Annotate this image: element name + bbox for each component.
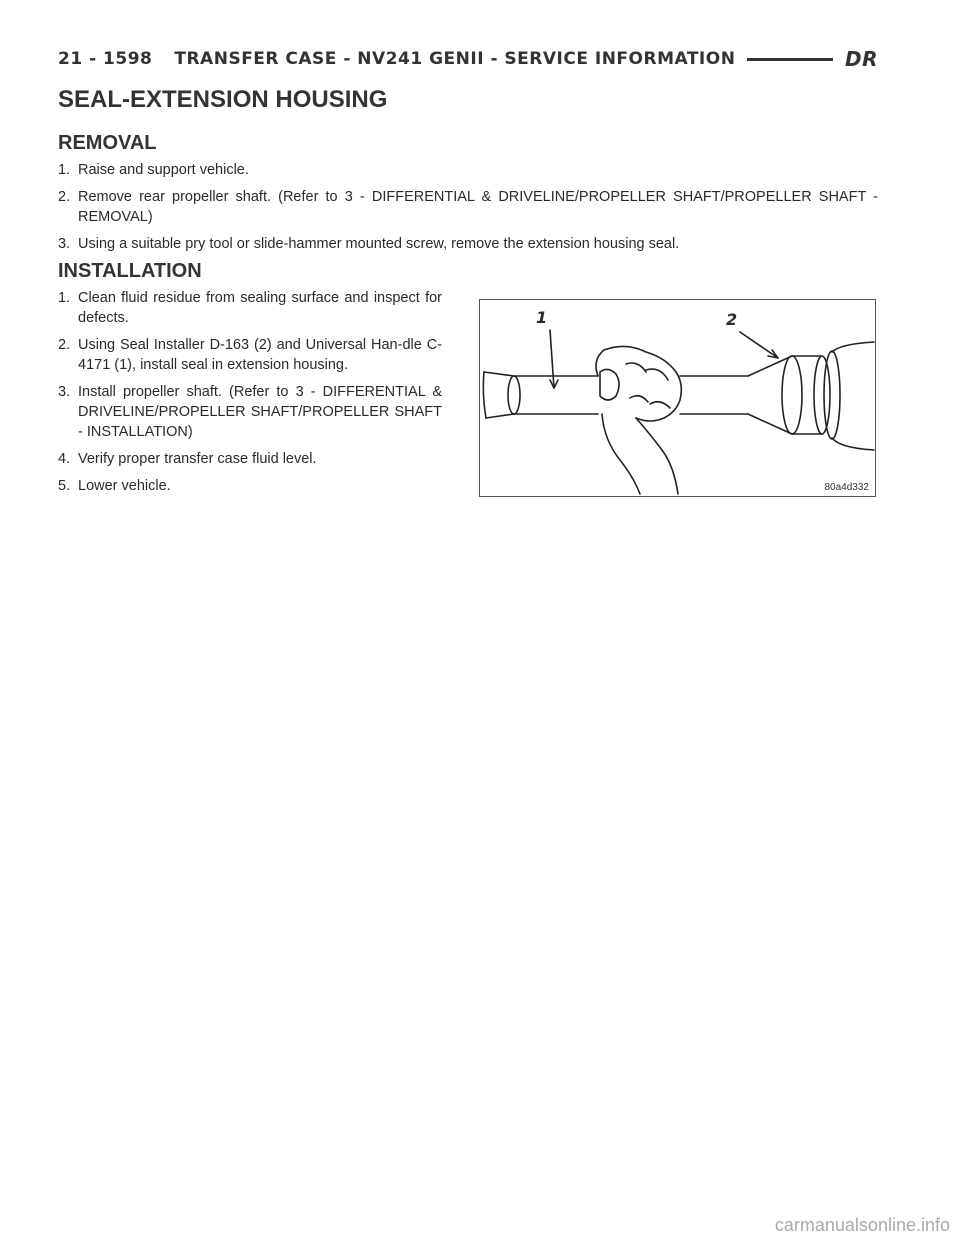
removal-heading: REMOVAL (58, 132, 157, 154)
model-code: DR (844, 47, 878, 71)
list-item: 1. Clean fluid residue from sealing surface and inspect for defects. (58, 290, 442, 326)
installation-steps (58, 288, 442, 503)
header-title: TRANSFER CASE - NV241 GENII - SERVICE INFORMATION (174, 49, 736, 69)
callout-2: 2 (726, 310, 738, 329)
list-item: 1. Raise and support vehicle. (58, 162, 249, 178)
installation-heading: INSTALLATION (58, 260, 202, 282)
header-rule (747, 58, 833, 61)
list-item: 2. Using Seal Installer D-163 (2) and Universal Han-dle C-4171 (1), install seal in extension housing. (58, 337, 442, 373)
figure-id: 80a4d332 (824, 482, 869, 493)
page-number: 21 - 1598 (58, 49, 153, 69)
footer-watermark: carmanualsonline.info (774, 1215, 950, 1235)
section-title: SEAL-EXTENSION HOUSING (58, 86, 388, 113)
removal-steps (58, 160, 878, 261)
seal-installation-figure (479, 299, 876, 497)
list-item: 2. Remove rear propeller shaft. (Refer to 3 - DIFFERENTIAL & DRIVELINE/PROPELLER SHAFT/PROPELLER SHAFT - REMOVAL) (58, 189, 878, 225)
list-item: 3. Install propeller shaft. (Refer to 3 - DIFFERENTIAL & DRIVELINE/PROPELLER SHAFT/PROPELLER SHAFT - INSTALLATION) (58, 384, 442, 440)
list-item: 5. Lower vehicle. (58, 478, 171, 494)
list-item: 4. Verify proper transfer case fluid level. (58, 451, 317, 467)
callout-1: 1 (536, 308, 548, 327)
list-item: 3. Using a suitable pry tool or slide-hammer mounted screw, remove the extension housing seal. (58, 236, 680, 252)
page-header (58, 44, 878, 74)
tool-illustration (480, 300, 875, 496)
